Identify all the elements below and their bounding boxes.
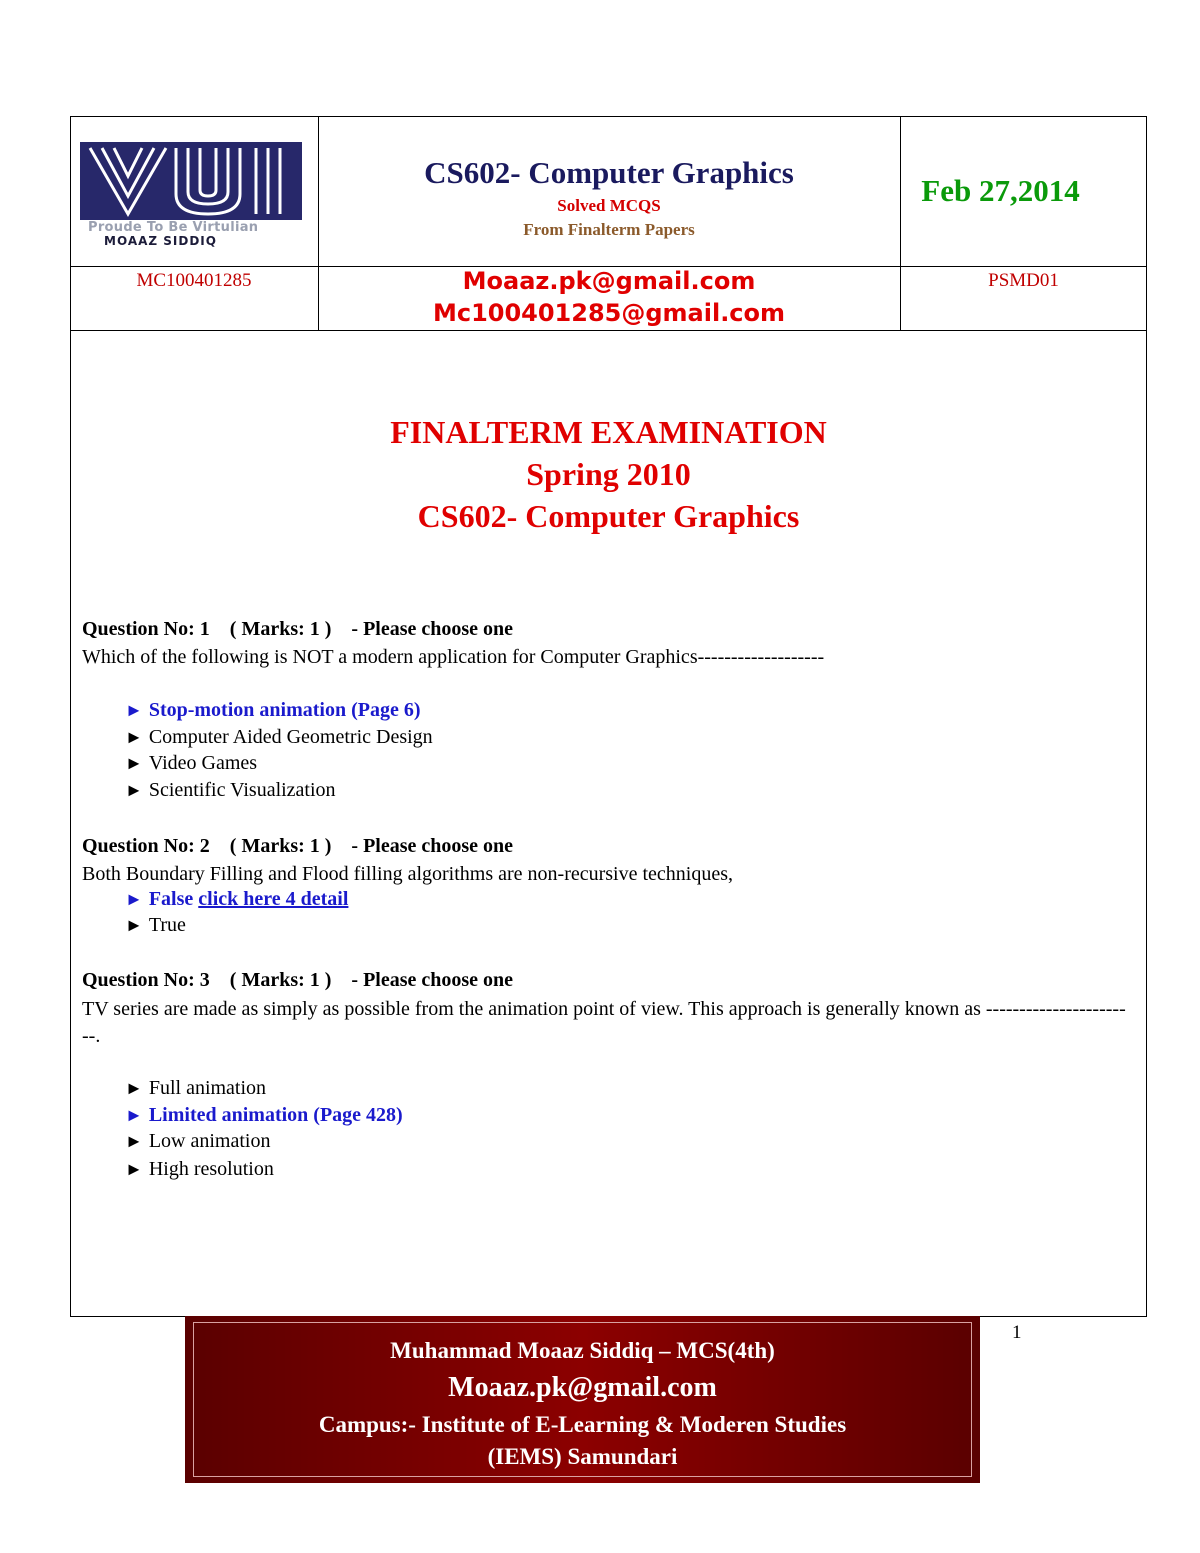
answer-option: [125, 1158, 274, 1181]
bullet-arrow-icon: ►: [125, 1078, 143, 1098]
answer-option: [125, 779, 336, 802]
option-label: True: [148, 914, 186, 936]
document-subtitle: Solved MCQS: [557, 196, 661, 215]
exam-title: FINALTERM EXAMINATION: [390, 414, 827, 450]
option-label: Video Games: [148, 752, 258, 774]
bullet-arrow-icon: ►: [125, 1131, 143, 1151]
banner-campus: Campus:- Institute of E-Learning & Moderen Studies: [318, 1412, 847, 1437]
student-id: MC100401285: [136, 270, 252, 291]
document-title: CS602- Computer Graphics: [424, 155, 794, 190]
detail-link[interactable]: click here 4 detail: [198, 888, 349, 910]
logo-emblem: [80, 142, 302, 220]
document-date: Feb 27,2014: [921, 173, 1080, 208]
answer-option: [125, 1130, 270, 1153]
option-label: Low animation: [148, 1130, 271, 1152]
question-text: TV series are made as simply as possible from the animation point of view. This approach is generally known as -----------------------.: [82, 998, 1126, 1047]
option-label: Computer Aided Geometric Design: [148, 726, 433, 748]
answer-option: [125, 726, 433, 749]
banner-location: (IEMS) Samundari: [487, 1444, 678, 1469]
bullet-arrow-icon: ►: [125, 889, 143, 909]
logo-tagline: Proude To Be Virtulian: [88, 220, 259, 235]
author-banner: [185, 1316, 980, 1483]
option-label: Full animation: [148, 1077, 267, 1099]
exam-course: CS602- Computer Graphics: [417, 498, 800, 534]
vu-logo: [80, 142, 302, 252]
option-label: High resolution: [148, 1158, 274, 1180]
bullet-arrow-icon: ►: [125, 780, 143, 800]
option-label: False: [148, 888, 194, 910]
answer-option: [125, 752, 257, 775]
option-label: Limited animation (Page 428): [148, 1104, 403, 1126]
question-heading: Question No: 2 ( Marks: 1 ) - Please choose one: [82, 835, 514, 857]
banner-author: Muhammad Moaaz Siddiq – MCS(4th): [390, 1338, 775, 1363]
answer-option-correct: [125, 699, 421, 722]
vu-logo-icon: [80, 142, 302, 220]
document-subtitle-source: From Finalterm Papers: [523, 220, 695, 239]
question-heading: Question No: 3 ( Marks: 1 ) - Please choose one: [82, 969, 514, 991]
answer-option: [125, 1077, 266, 1100]
email-secondary: Mc100401285@gmail.com: [432, 299, 786, 327]
question-text: Which of the following is NOT a modern application for Computer Graphics-------------------: [82, 646, 825, 668]
question-text: Both Boundary Filling and Flood filling algorithms are non-recursive techniques,: [82, 863, 734, 885]
logo-name: MOAAZ SIDDIQ: [104, 234, 217, 248]
bullet-arrow-icon: ►: [125, 1159, 143, 1179]
bullet-arrow-icon: ►: [125, 727, 143, 747]
bullet-arrow-icon: ►: [125, 753, 143, 773]
page-number: 1: [1012, 1322, 1022, 1343]
option-label: Scientific Visualization: [148, 779, 336, 801]
exam-term: Spring 2010: [526, 456, 691, 492]
question-heading: Question No: 1 ( Marks: 1 ) - Please choose one: [82, 618, 514, 640]
option-label: Stop-motion animation (Page 6): [148, 699, 421, 721]
email-primary: Moaaz.pk@gmail.com: [462, 267, 756, 295]
answer-option-correct: [125, 1104, 403, 1127]
bullet-arrow-icon: ►: [125, 1105, 143, 1125]
group-id: PSMD01: [988, 270, 1059, 291]
bullet-arrow-icon: ►: [125, 915, 143, 935]
header-divider: [900, 117, 901, 330]
banner-email: Moaaz.pk@gmail.com: [448, 1372, 717, 1403]
answer-option: [125, 914, 186, 937]
bullet-arrow-icon: ►: [125, 700, 143, 720]
answer-option-correct: [125, 888, 348, 911]
